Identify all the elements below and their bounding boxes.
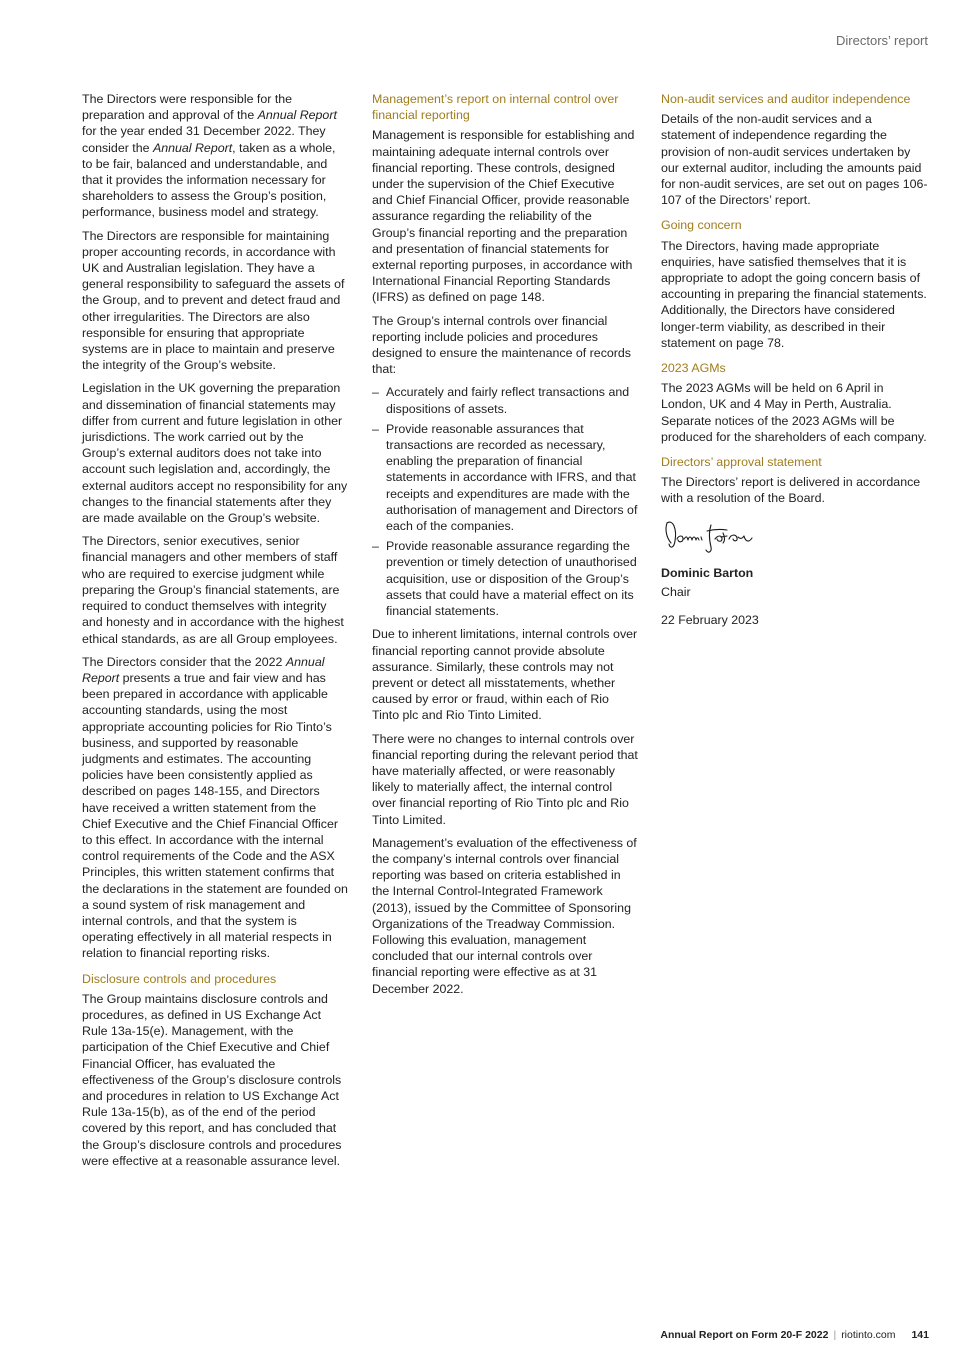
heading-agms: 2023 AGMs xyxy=(661,361,726,376)
signature-date: 22 February 2023 xyxy=(661,613,759,628)
footer-website: riotinto.com xyxy=(841,1329,896,1341)
signature-image xyxy=(663,515,775,555)
footer-document-title: Annual Report on Form 20-F 2022 xyxy=(660,1329,829,1341)
signer-name: Dominic Barton xyxy=(661,565,754,580)
page-number: 141 xyxy=(911,1329,929,1341)
paragraph: The Group’s internal controls over financial reporting include policies and procedures designed to ensure the maintenance of records that: xyxy=(372,313,631,377)
paragraph: The Directors are responsible for maintaining proper accounting records, in accordance with UK and Australian legislation. They have a general responsibility to safeguard the assets of the Group, and to prevent and detect fraud and other irregularities. The Directors are also responsible for ensuring that appropriate systems are in place to maintain and preserve the integrity of the Group’s website. xyxy=(82,228,345,373)
heading-management-report: Management’s report on internal control over financial reporting xyxy=(372,92,619,123)
column-right xyxy=(661,91,929,635)
heading-approval-statement: Directors’ approval statement xyxy=(661,455,822,470)
paragraph: Legislation in the UK governing the preparation and dissemination of financial statements may differ from current and future legislation in other jurisdictions. The work carried out by the Group’s external auditors does not take into account such legislation and, accordingly, the external auditors accept no responsibility for any changes to the financial statements after they are made available on the Group’s website. xyxy=(82,381,348,526)
paragraph: The Directors were responsible for the preparation and approval of the Annual Report for the year ended 31 December 2022. They consider the Annual Report, taken as a whole, to be fair, balanced and understandable, and that it provides the information necessary for shareholders to assess the Group’s position, performance, business model and strategy. xyxy=(82,92,337,220)
paragraph: The Directors consider that the 2022 Annual Report presents a true and fair view and has been prepared in accordance with applicable accounting standards, using the most appropriate accounting policies for Rio Tinto’s business, and supported by reasonable judgments and estimates. The accounting policies have been consistently applied as described on pages 148-155, and Directors have received a written statement from the Chief Executive and the Chief Financial Officer to this effect. In accordance with the internal control requirements of the Code and the ASX Principles, this written statement confirms that the declarations in the statement are founded on a sound system of risk management and internal controls, and that the system is operating effectively in all material respects in relation to financial reporting risks. xyxy=(82,654,348,961)
signer-title: Chair xyxy=(661,584,691,599)
paragraph: The Group maintains disclosure controls and procedures, as defined in US Exchange Act Rule 13a-15(e). Management, with the participation of the Chief Executive and Chief Financial Officer, has evaluated the effectiveness of the Group’s disclosure controls and procedures in relation to US Exchange Act Rule 13a-15(b), as of the end of the period covered by this report, and has concluded that the Group’s disclosure controls and procedures were effective at a reasonable assurance level. xyxy=(82,991,342,1168)
paragraph: Management’s evaluation of the effectiveness of the company’s internal controls over financial reporting was based on criteria established in the Internal Control-Integrated Framework (2013), issued by the Committee of Sponsoring Organizations of the Treadway Commission. Following this evaluation, management concluded that our internal controls over financial reporting were effective as at 31 December 2022. xyxy=(372,835,637,996)
paragraph: There were no changes to internal controls over financial reporting during the relevant period that have materially affected, or were reasonably likely to materially affect, the internal control over financial reporting of Rio Tinto plc and Rio Tinto Limited. xyxy=(372,731,638,827)
paragraph: Due to inherent limitations, internal controls over financial reporting cannot provide absolute assurance. Similarly, these controls may not prevent or detect all misstatements, whether caused by error or fraud, within each of Rio Tinto plc and Rio Tinto Limited. xyxy=(372,627,638,723)
paragraph: The 2023 AGMs will be held on 6 April in London, UK and 4 May in Perth, Australia. Separate notices of the 2023 AGMs will be produced for the shareholders of each company. xyxy=(661,381,927,444)
list-item: – Provide reasonable assurances that transactions are recorded as necessary, enabling the preparation of financial statements in accordance with IFRS, and that receipts and expenditures are made with the authorisation of management and Directors of each of the companies. xyxy=(372,421,638,534)
heading-disclosure-controls: Disclosure controls and procedures xyxy=(82,971,277,986)
column-left xyxy=(82,91,348,1176)
paragraph: The Directors, senior executives, senior financial managers and other members of staff who are required to exercise judgment while preparing the Group’s financial statements, are required to conduct themselves with integrity and honesty and in accordance with the highest ethical standards, as are all Group employees. xyxy=(82,534,344,646)
paragraph: Details of the non-audit services and a statement of independence regarding the provision of non-audit services undertaken by our external auditor, including the amounts paid for non-audit services, are set out on pages 106-107 of the Directors’ report. xyxy=(661,112,928,208)
column-middle xyxy=(372,91,638,1004)
footer-separator: | xyxy=(833,1329,837,1341)
section-header: Directors’ report xyxy=(836,33,928,48)
paragraph: The Directors’ report is delivered in accordance with a resolution of the Board. xyxy=(661,475,921,506)
controls-list xyxy=(372,384,638,619)
list-item: – Provide reasonable assurance regarding the prevention or timely detection of unauthorised acquisition, use or disposition of the Group’s assets that could have a material effect on its financial statements. xyxy=(372,538,638,619)
list-item: – Accurately and fairly reflect transactions and dispositions of assets. xyxy=(372,384,638,416)
paragraph: The Directors, having made appropriate enquiries, have satisfied themselves that it is appropriate to adopt the going concern basis of accounting in preparing the financial statements. Additionally, the Directors have considered longer-term viability, as described in their statement on page 78. xyxy=(661,238,927,350)
paragraph: Management is responsible for establishing and maintaining adequate internal controls over financial reporting. These controls, designed under the supervision of the Chief Executive and Chief Financial Officer, provide reasonable assurance regarding the reliability of the Group’s financial reporting and the preparation and presentation of financial statements for external reporting purposes, in accordance with International Financial Reporting Standards (IFRS) as defined on page 148. xyxy=(372,128,635,305)
page-footer xyxy=(660,1329,929,1341)
heading-going-concern: Going concern xyxy=(661,218,742,233)
heading-non-audit-services: Non-audit services and auditor independence xyxy=(661,92,911,106)
